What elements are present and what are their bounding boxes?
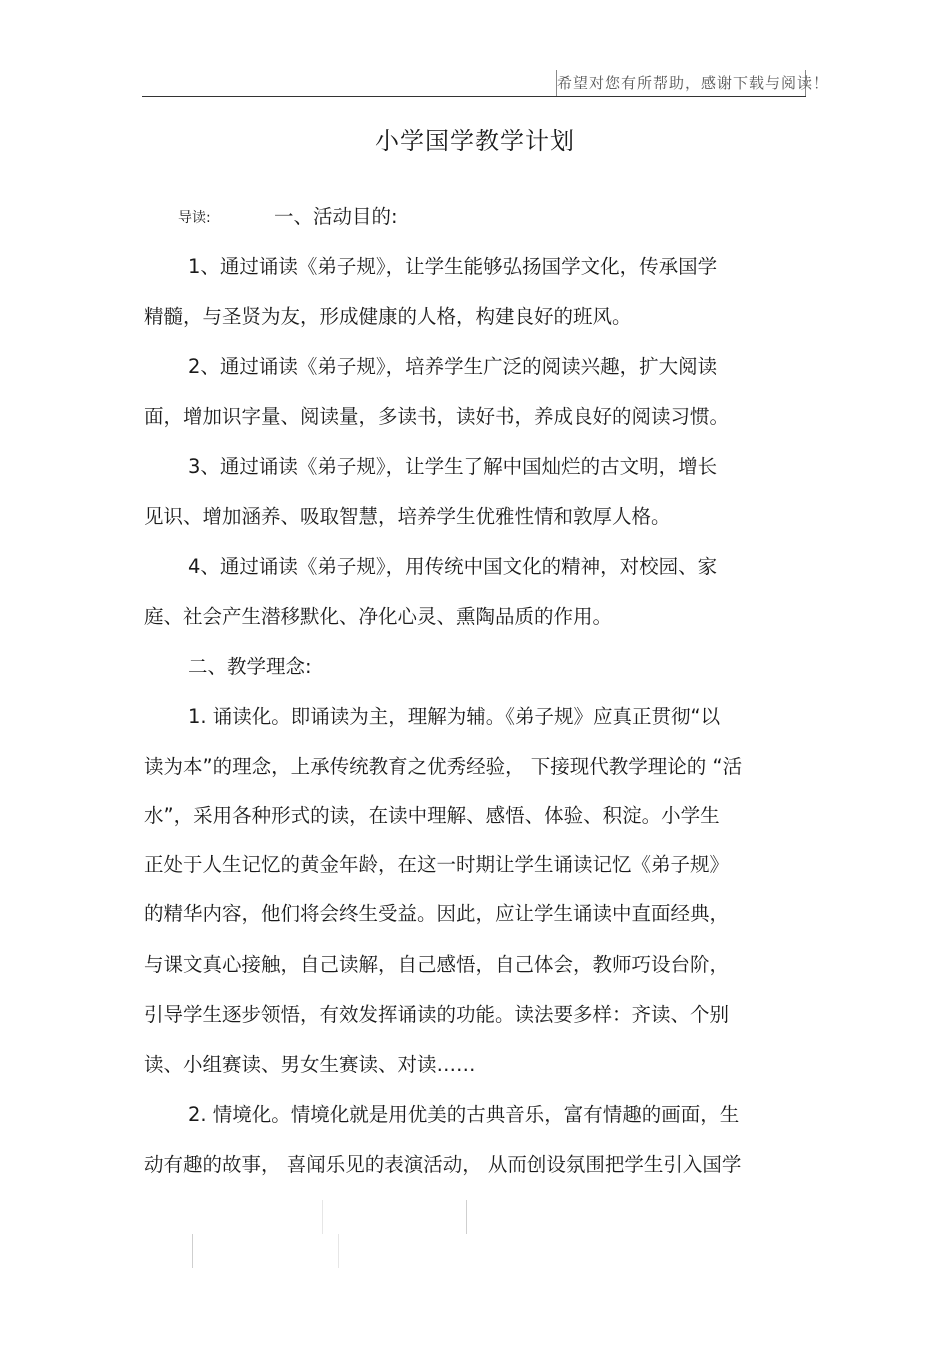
paragraph-line: 的精华内容，他们将会终生受益。因此，应让学生诵读中直面经典， <box>144 902 730 925</box>
paragraph-line: 水”，采用各种形式的读，在读中理解、感悟、体验、积淀。小学生 <box>144 804 720 827</box>
paragraph-line: 4、通过诵读《弟子规》，用传统中国文化的精神，对校园、家 <box>188 555 718 578</box>
paragraph-line: 1. 诵读化。即诵读为主，理解为辅。《弟子规》应真正贯彻“以 <box>188 705 721 728</box>
scan-artifact-line <box>192 1234 193 1268</box>
scan-artifact-line <box>466 1200 467 1234</box>
paragraph-line: 1、通过诵读《弟子规》，让学生能够弘扬国学文化，传承国学 <box>188 255 718 278</box>
header-divider <box>142 96 806 97</box>
paragraph-line: 读为本”的理念，上承传统教育之优秀经验， 下接现代教学理论的 “活 <box>144 755 743 778</box>
section-heading-objectives: 一、活动目的: <box>274 205 398 228</box>
paragraph-line: 见识、增加涵养、吸取智慧，培养学生优雅性情和敦厚人格。 <box>144 505 671 528</box>
paragraph-line: 3、通过诵读《弟子规》，让学生了解中国灿烂的古文明，增长 <box>188 455 718 478</box>
paragraph-line: 精髓，与圣贤为友，形成健康的人格，构建良好的班风。 <box>144 305 632 328</box>
paragraph-line: 引导学生逐步领悟，有效发挥诵读的功能。读法要多样：齐读、个别 <box>144 1003 730 1026</box>
paragraph-line: 正处于人生记忆的黄金年龄，在这一时期让学生诵读记忆《弟子规》 <box>144 853 730 876</box>
scan-artifact-line <box>322 1200 323 1234</box>
paragraph-line: 庭、社会产生潜移默化、净化心灵、熏陶品质的作用。 <box>144 605 613 628</box>
document-title: 小学国学教学计划 <box>375 127 575 155</box>
paragraph-line: 动有趣的故事， 喜闻乐见的表演活动， 从而创设氛围把学生引入国学 <box>144 1153 742 1176</box>
guide-label: 导读: <box>178 210 211 226</box>
header-banner: 希望对您有所帮助，感谢下载与阅读！ <box>556 70 806 96</box>
paragraph-line: 2、通过诵读《弟子规》，培养学生广泛的阅读兴趣，扩大阅读 <box>188 355 718 378</box>
paragraph-line: 面，增加识字量、阅读量，多读书，读好书，养成良好的阅读习惯。 <box>144 405 730 428</box>
scan-artifact-line <box>338 1234 339 1268</box>
paragraph-line: 2. 情境化。情境化就是用优美的古典音乐，富有情趣的画面，生 <box>188 1103 740 1126</box>
paragraph-line: 与课文真心接触，自己读解，自己感悟，自己体会，教师巧设台阶， <box>144 953 730 976</box>
section-heading-philosophy: 二、教学理念: <box>188 655 312 678</box>
paragraph-line: 读、小组赛读、男女生赛读、对读…… <box>144 1053 476 1076</box>
